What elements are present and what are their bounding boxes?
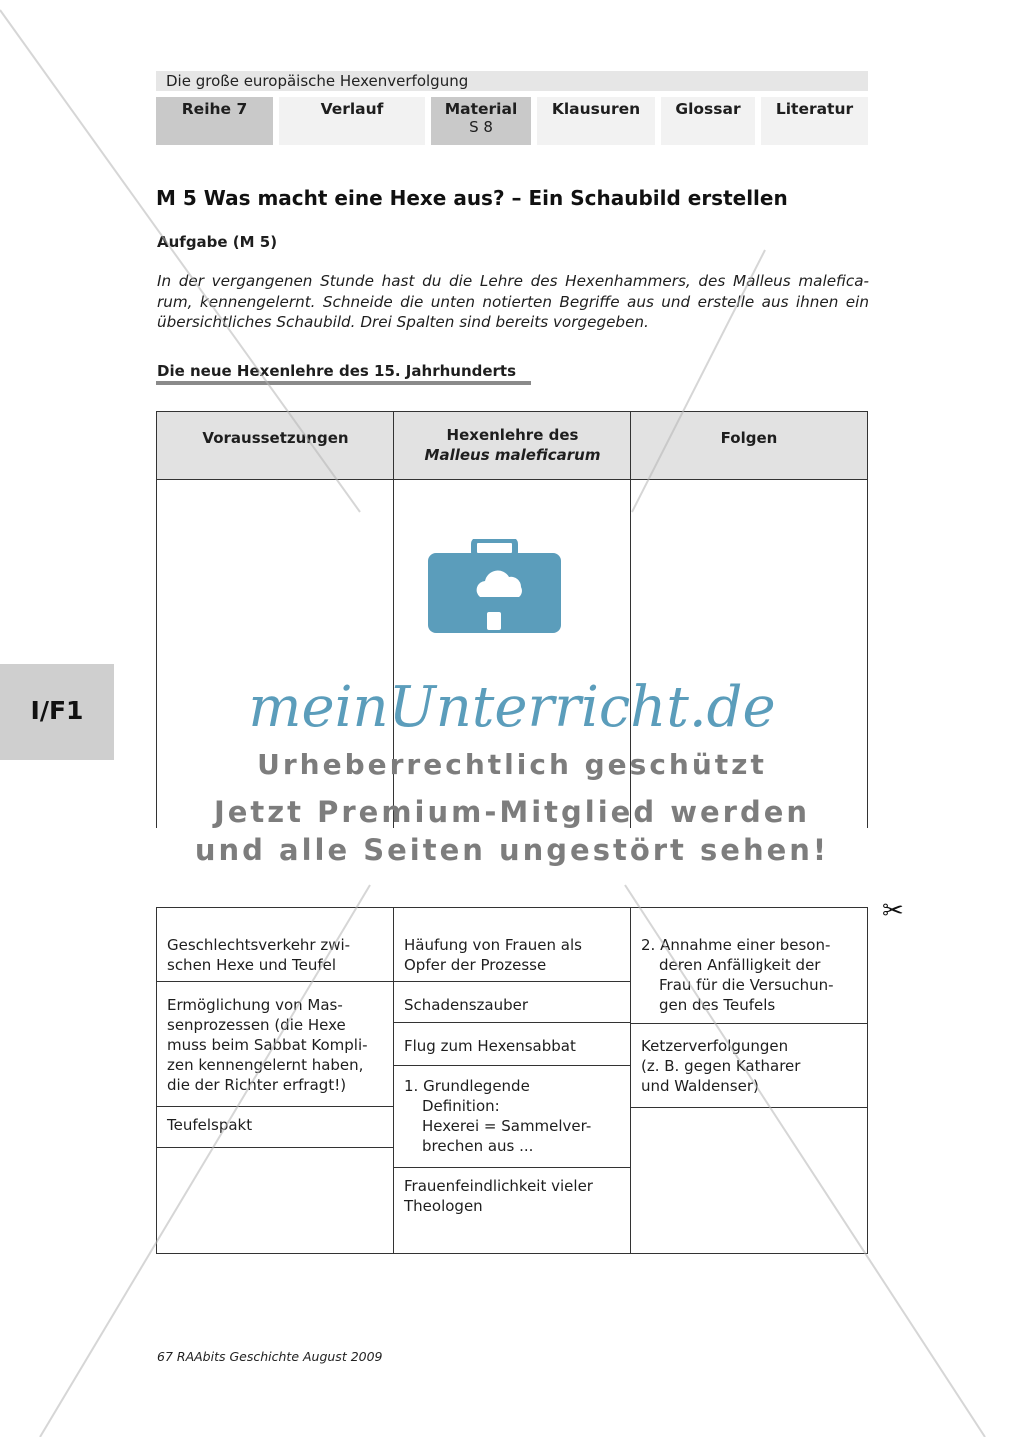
cutout-teufelspakt[interactable]: Teufelspakt xyxy=(156,1106,394,1148)
cutout-haeufung-frauen[interactable]: Häufung von Frauen als Opfer der Prozesse xyxy=(393,907,631,982)
tab-klausuren-label: Klausuren xyxy=(551,100,641,118)
watermark-line-1: Urheberrechtlich geschützt xyxy=(257,748,767,781)
watermark-diagonal-1 xyxy=(0,10,360,512)
cutout-definition-rest: Definition: Hexerei = Sammelver- brechen aus ... xyxy=(422,1097,592,1155)
tab-material-page: S 8 xyxy=(469,118,493,136)
cutout-frauenfeindlichkeit[interactable]: Frauenfeindlichkeit vieler Theologen xyxy=(393,1167,631,1254)
schema-header-hexenlehre-line1: Hexenlehre des xyxy=(446,426,579,444)
section-heading: Die neue Hexenlehre des 15. Jahrhunderts xyxy=(157,362,517,380)
cutout-schadenszauber[interactable]: Schadenszauber xyxy=(393,981,631,1023)
watermark-line-2: Jetzt Premium-Mitglied werden xyxy=(213,795,811,829)
footer-source: 67 RAAbits Geschichte August 2009 xyxy=(157,1349,383,1364)
task-text: In der vergangenen Stunde hast du die Lehre des Hexenhammers, des Malleus malefica-rum, kennengelernt. Schneide die unten notierten Begriffe aus und erstelle aus ihnen ein übersichtliches Schaubild. Drei Spalten sind bereits vorgegeben. xyxy=(157,272,869,331)
tab-reihe-label: Reihe 7 xyxy=(181,100,248,118)
page-title: M 5 Was macht eine Hexe aus? – Ein Schaubild erstellen xyxy=(156,186,788,210)
schema-header-voraussetzungen-label: Voraussetzungen xyxy=(202,429,349,447)
tab-verlauf-label: Verlauf xyxy=(320,100,384,118)
cutout-geschlechtsverkehr[interactable]: Geschlechtsverkehr zwi- schen Hexe und Teufel xyxy=(156,907,394,982)
watermark-logo: meinUnterricht.de xyxy=(248,675,776,740)
cutout-hexensabbat[interactable]: Flug zum Hexensabbat xyxy=(393,1022,631,1066)
cutout-ketzerverfolgungen[interactable]: Ketzerverfolgungen (z. B. gegen Katharer und Waldenser) xyxy=(630,1023,868,1108)
side-tab-label: I/F1 xyxy=(30,696,84,725)
watermark-line-3: und alle Seiten ungestört sehen! xyxy=(194,833,830,867)
tab-literatur-label: Literatur xyxy=(775,100,854,118)
watermark-diagonal-2 xyxy=(632,250,765,512)
series-title: Die große europäische Hexenverfolgung xyxy=(166,72,469,90)
cutout-anfaelligkeit-first: 2. Annahme einer beson- xyxy=(641,936,831,954)
cutout-definition-first: 1. Grundlegende xyxy=(404,1077,530,1095)
watermark-diagonal-4 xyxy=(625,885,985,1437)
cutout-anfaelligkeit-rest: deren Anfälligkeit der Frau für die Versuchun- gen des Teufels xyxy=(659,956,834,1014)
tab-material-label: Material xyxy=(444,100,518,118)
cutout-massenprozesse[interactable]: Ermöglichung von Mas- senprozessen (die Hexe muss beim Sabbat Kompli- zen kennengelernt haben, die der Richter erfragt!) xyxy=(156,981,394,1107)
schema-header-hexenlehre-line2: Malleus maleficarum xyxy=(424,446,601,464)
tab-glossar-label: Glossar xyxy=(675,100,741,118)
schema-header-folgen-label: Folgen xyxy=(720,429,778,447)
scissors-icon: ✂ xyxy=(882,896,904,926)
task-heading: Aufgabe (M 5) xyxy=(157,233,278,251)
